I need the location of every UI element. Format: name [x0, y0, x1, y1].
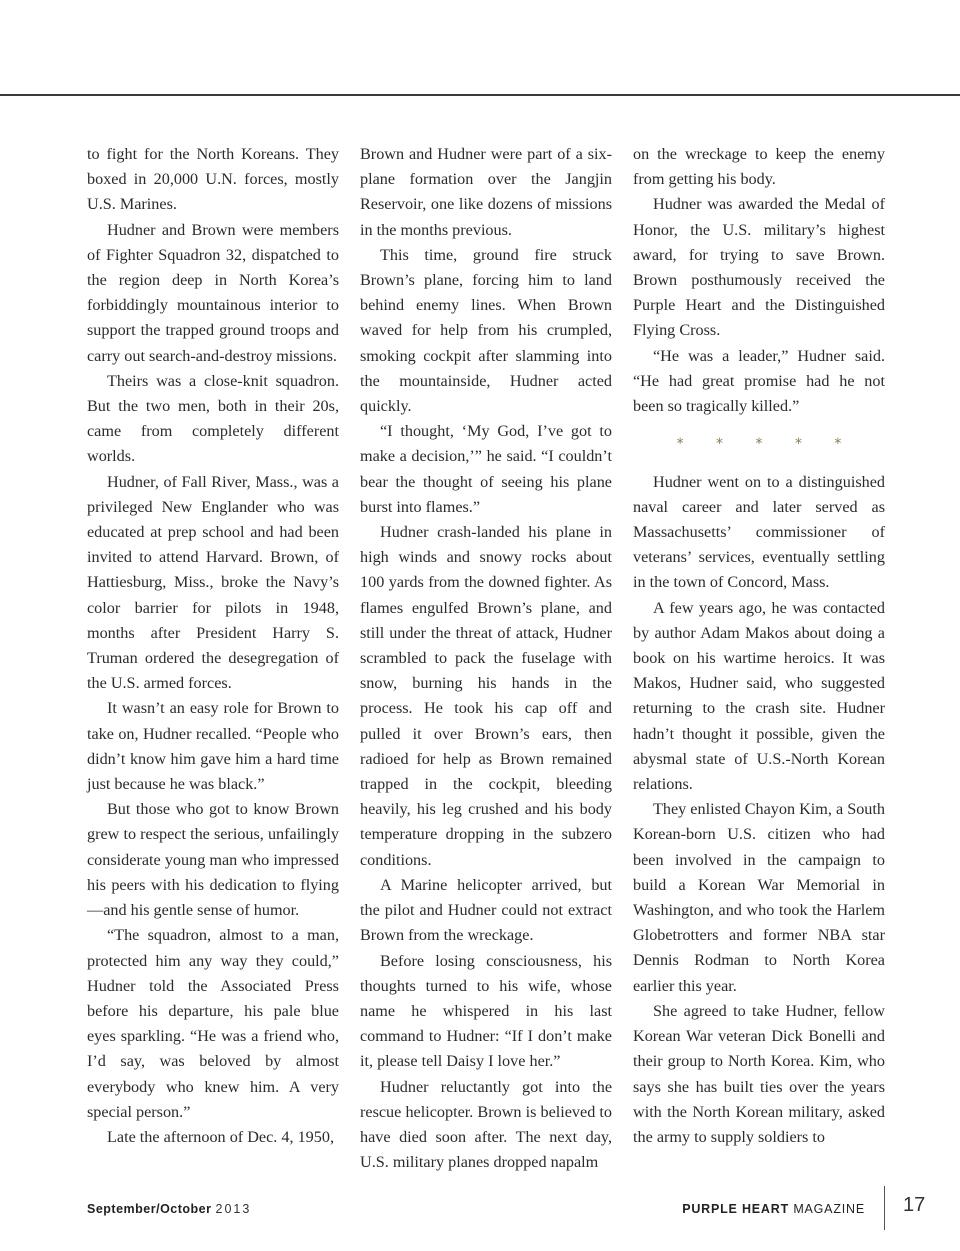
paragraph: Late the afternoon of Dec. 4, 1950,: [107, 1127, 334, 1146]
paragraph: “He was a leader,” Hudner said. “He had great promise had he not been so tragically killed.”: [633, 346, 885, 416]
paragraph: Hudner crash-landed his plane in high winds and snowy rocks about 100 yards from the downed fighter. As flames engulfed Brown’s plane, and still under the threat of attack, Hudner scrambled to pack the fuselage with snow, burning his hands in the process. He took his cap off and pulled it over Brown’s ears, then radioed for help as Brown remained trapped in the cockpit, bleeding heavily, his leg crushed and his body temperature dropping in the subzero conditions.: [360, 523, 612, 869]
paragraph: Hudner, of Fall River, Mass., was a privileged New Englander who was educated at prep school and had been invited to attend Harvard. Brown, of Hattiesburg, Miss., broke the Navy’s color barrier for pilots in 1948, months after President Harry S. Truman ordered the desegregation of the U.S. armed forces.: [87, 472, 339, 693]
paragraph: Hudner and Brown were members of Fighter Squadron 32, dispatched to the region deep in North Korea’s forbiddingly mountainous interior to support the trapped ground troops and carry out search-and-destroy missions.: [87, 220, 339, 365]
magazine-name: [682, 1202, 865, 1216]
article-column-3: [633, 142, 885, 1150]
section-separator: * * * * *: [676, 436, 856, 453]
header-rule: [0, 94, 960, 96]
page-number: 17: [903, 1194, 926, 1216]
issue-month: September/October: [87, 1202, 212, 1216]
paragraph: on the wreckage to keep the enemy from getting his body.: [633, 145, 885, 189]
magazine-name-light: MAGAZINE: [793, 1202, 865, 1216]
paragraph: Theirs was a close-knit squadron. But the two men, both in their 20s, came from completely different worlds.: [87, 371, 339, 466]
paragraph: They enlisted Chayon Kim, a South Korean-born U.S. citizen who had been involved in the campaign to build a Korean War Memorial in Washington, and who took the Harlem Globetrotters and former NBA star Dennis Rodman to North Korea earlier this year.: [633, 800, 885, 995]
magazine-name-bold: PURPLE HEART: [682, 1202, 790, 1216]
paragraph: Before losing consciousness, his thoughts turned to his wife, whose name he whispered in his last command to Hudner: “If I don’t make it, please tell Daisy I love her.”: [360, 951, 612, 1071]
paragraph: Hudner was awarded the Medal of Honor, the U.S. military’s highest award, for trying to save Brown. Brown posthumously received the Purple Heart and the Distinguished Flying Cross.: [633, 195, 885, 340]
paragraph: to fight for the North Koreans. They boxed in 20,000 U.N. forces, mostly U.S. Marines.: [87, 145, 339, 214]
paragraph: It wasn’t an easy role for Brown to take on, Hudner recalled. “People who didn’t know him gave him a hard time just because he was black.”: [87, 699, 339, 794]
paragraph: Hudner reluctantly got into the rescue helicopter. Brown is believed to have died soon after. The next day, U.S. military planes dropped napalm: [360, 1077, 612, 1172]
issue-year: 2013: [215, 1202, 252, 1216]
footer-divider: [884, 1186, 885, 1230]
page-footer: [0, 1196, 960, 1236]
paragraph: A few years ago, he was contacted by author Adam Makos about doing a book on his wartime heroics. It was Makos, Hudner said, who suggested returning to the crash site. Hudner hadn’t thought it possible, given the abysmal state of U.S.-North Korean relations.: [633, 598, 885, 794]
paragraph: “I thought, ‘My God, I’ve got to make a decision,’” he said. “I couldn’t bear the thought of seeing his plane burst into flames.”: [360, 422, 612, 516]
article-column-1: [87, 142, 339, 1150]
paragraph: She agreed to take Hudner, fellow Korean War veteran Dick Bonelli and their group to North Korea. Kim, who says she has built ties over the years with the North Korean military, asked the army to supply soldiers to: [633, 1001, 885, 1146]
paragraph: Hudner went on to a distinguished naval career and later served as Massachusetts’ commissioner of veterans’ services, eventually settling in the town of Concord, Mass.: [633, 472, 885, 592]
paragraph: “The squadron, almost to a man, protected him any way they could,” Hudner told the Associated Press before his departure, his pale blue eyes sparkling. “He was a friend who, I’d say, was beloved by almost everybody who knew him. A very special person.”: [87, 926, 339, 1121]
paragraph: But those who got to know Brown grew to respect the serious, unfailingly considerate young man who impressed his peers with his dedication to flying—and his gentle sense of humor.: [87, 800, 339, 920]
issue-date: [87, 1202, 251, 1216]
paragraph: A Marine helicopter arrived, but the pilot and Hudner could not extract Brown from the wreckage.: [360, 875, 612, 945]
article-column-2: [360, 142, 612, 1175]
paragraph: Brown and Hudner were part of a six-plane formation over the Jangjin Reservoir, one like dozens of missions in the months previous.: [360, 145, 612, 239]
paragraph: This time, ground fire struck Brown’s plane, forcing him to land behind enemy lines. When Brown waved for help from his crumpled, smoking cockpit after slamming into the mountainside, Hudner acted quickly.: [360, 245, 612, 416]
